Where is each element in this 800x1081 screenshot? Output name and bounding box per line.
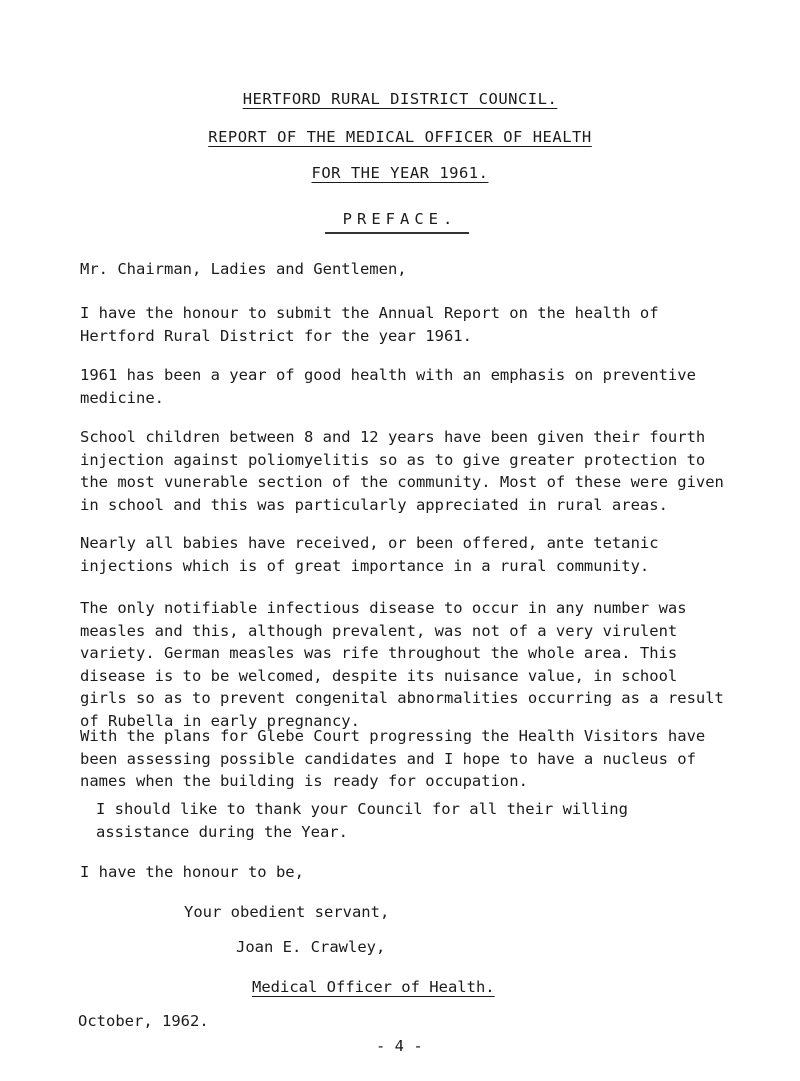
preface-underline <box>325 232 469 234</box>
report-heading: REPORT OF THE MEDICAL OFFICER OF HEALTH <box>208 128 592 146</box>
paragraph-glebe-court: With the plans for Glebe Court progressing the Health Visitors have been assessing possible candidates and I hope to have a nucleus of names when the building is ready for occupation. <box>80 727 706 790</box>
report-date: October, 1962. <box>78 1012 209 1030</box>
signer-name: Joan E. Crawley, <box>236 938 386 956</box>
paragraph-measles: The only notifiable infectious disease to occur in any number was measles and this, although prevalent, was not of a very virulent variety. German measles was rife throughout the whole area. This disease is to be welcomed, despite its nuisance value, in school girls so as to prevent congenital abnormalities occurring as a result of Rubella in early pregnancy. <box>80 599 724 730</box>
paragraph-poliomyelitis: School children between 8 and 12 years have been given their fourth injection against poliomyelitis so as to give greater protection to the most vunerable section of the community. Most of these were given in school and this was particularly appreciated in rural areas. <box>80 428 724 514</box>
signer-title: Medical Officer of Health. <box>252 978 495 996</box>
preface-heading: PREFACE. <box>342 210 458 228</box>
paragraph-thanks: I should like to thank your Council for all their willing assistance during the Year. <box>96 800 628 841</box>
council-heading: HERTFORD RURAL DISTRICT COUNCIL. <box>242 90 558 108</box>
paragraph-good-health: 1961 has been a year of good health with an emphasis on preventive medicine. <box>80 366 696 407</box>
signoff-line: Your obedient servant, <box>184 903 390 921</box>
salutation: Mr. Chairman, Ladies and Gentlemen, <box>80 260 407 278</box>
page-number: - 4 - <box>376 1037 423 1055</box>
paragraph-tetanic: Nearly all babies have received, or been offered, ante tetanic injections which is of great importance in a rural community. <box>80 534 659 575</box>
closing-line: I have the honour to be, <box>80 863 304 881</box>
paragraph-submission: I have the honour to submit the Annual Report on the health of Hertford Rural District for the year 1961. <box>80 304 659 345</box>
year-heading: FOR THE YEAR 1961. <box>311 164 489 182</box>
